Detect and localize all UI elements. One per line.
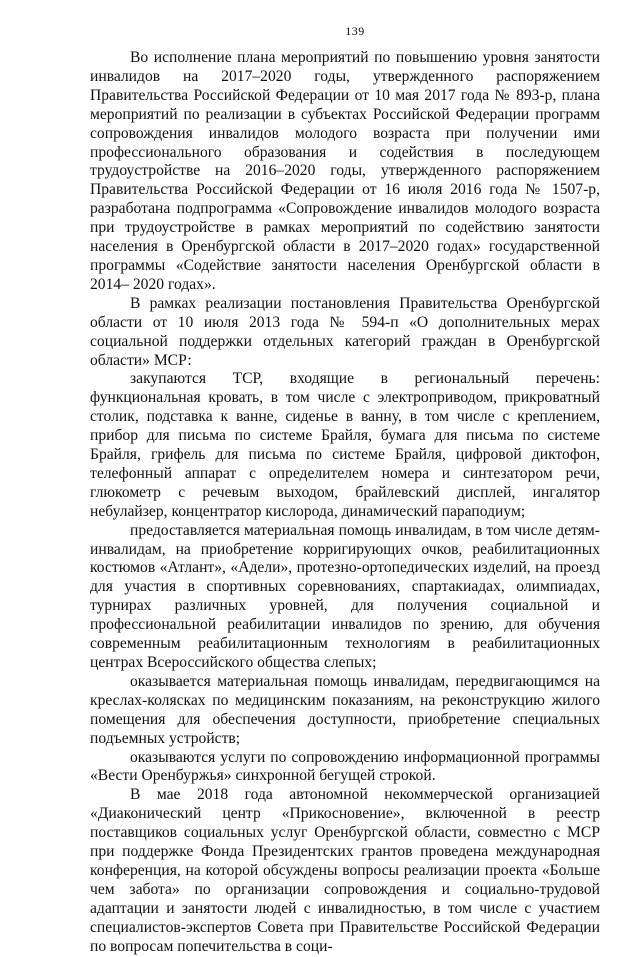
paragraph-conference-2018: В мае 2018 года автономной некоммерческой организацией «Диаконический центр «Прикосновение», включенной в реестр поставщиков социальных услуг Оренбургской области, совместно с МСР при поддержке Фонда Президентских грантов проведена международная конференция, на которой обсуждены вопросы реализации проекта «Больше чем забота» по организации сопровождения и социально-трудовой адаптации и занятости людей с инвалидностью, в том числе с участием специалистов-экспертов Совета при Правительстве Российской Федерации по вопросам попечительства в соци- bbox=[90, 786, 600, 955]
page-number: 139 bbox=[345, 24, 365, 38]
document-page bbox=[90, 24, 600, 957]
paragraph-news-subtitles: оказываются услуги по сопровождению информационной программы «Вести Оренбуржья» синхронной бегущей строкой. bbox=[90, 748, 600, 785]
paragraph-tsr-purchases: закупаются ТСР, входящие в региональный перечень: функциональная кровать, в том числе с электроприводом, прикроватный столик, подставка к ванне, сиденье в ванну, в том числе с креплением, прибор для письма по системе Брайля, бумага для письма по системе Брайля, грифель для письма по системе Брайля, цифровой диктофон, телефонный аппарат с определителем номера и синтезатором речи, глюкометр с речевым выходом, брайлевский дисплей, ингалятор небулайзер, концентратор кислорода, динамический параподиум; bbox=[90, 370, 600, 520]
paragraph-wheelchair-aid: оказывается материальная помощь инвалидам, передвигающимся на креслах-колясках по медицинским показаниям, на реконструкцию жилого помещения для обеспечения доступности, приобретение специальных подъемных устройств; bbox=[90, 672, 600, 747]
paragraph-program-overview: Во исполнение плана мероприятий по повышению уровня занятости инвалидов на 2017–2020 годы, утвержденного распоряжением Правительства Российской Федерации от 10 мая 2017 года № 893-р, плана мероприятий по реализации в субъектах Российской Федерации программ сопровождения инвалидов молодого возраста при получении ими профессионального образования и содействия в последующем трудоустройстве на 2016–2020 годы, утвержденного распоряжением Правительства Российской Федерации от 16 июля 2016 года № 1507-р, разработана подпрограмма «Сопровождение инвалидов молодого возраста при трудоустройстве в рамках мероприятий по содействию занятости населения в Оренбургской области в 2017–2020 годах» государственной программы «Содействие занятости населения Оренбургской области в 2014– 2020 годах». bbox=[90, 49, 600, 293]
paragraph-resolution-594: В рамках реализации постановления Правительства Оренбургской области от 10 июля 2013 года № 594-п «О дополнительных мерах социальной поддержки отдельных категорий граждан в Оренбургской области» МСР: bbox=[90, 294, 600, 369]
paragraph-material-aid: предоставляется материальная помощь инвалидам, в том числе детям-инвалидам, на приобретение корригирующих очков, реабилитационных костюмов «Атлант», «Адели», протезно-ортопедических изделий, на проезд для участия в спортивных соревнованиях, спартакиадах, олимпиадах, турнирах различных уровней, для получения социальной и профессиональной реабилитации инвалидов по зрению, для обучения современным реабилитационным технологиям в реабилитационных центрах Всероссийского общества слепых; bbox=[90, 521, 600, 671]
